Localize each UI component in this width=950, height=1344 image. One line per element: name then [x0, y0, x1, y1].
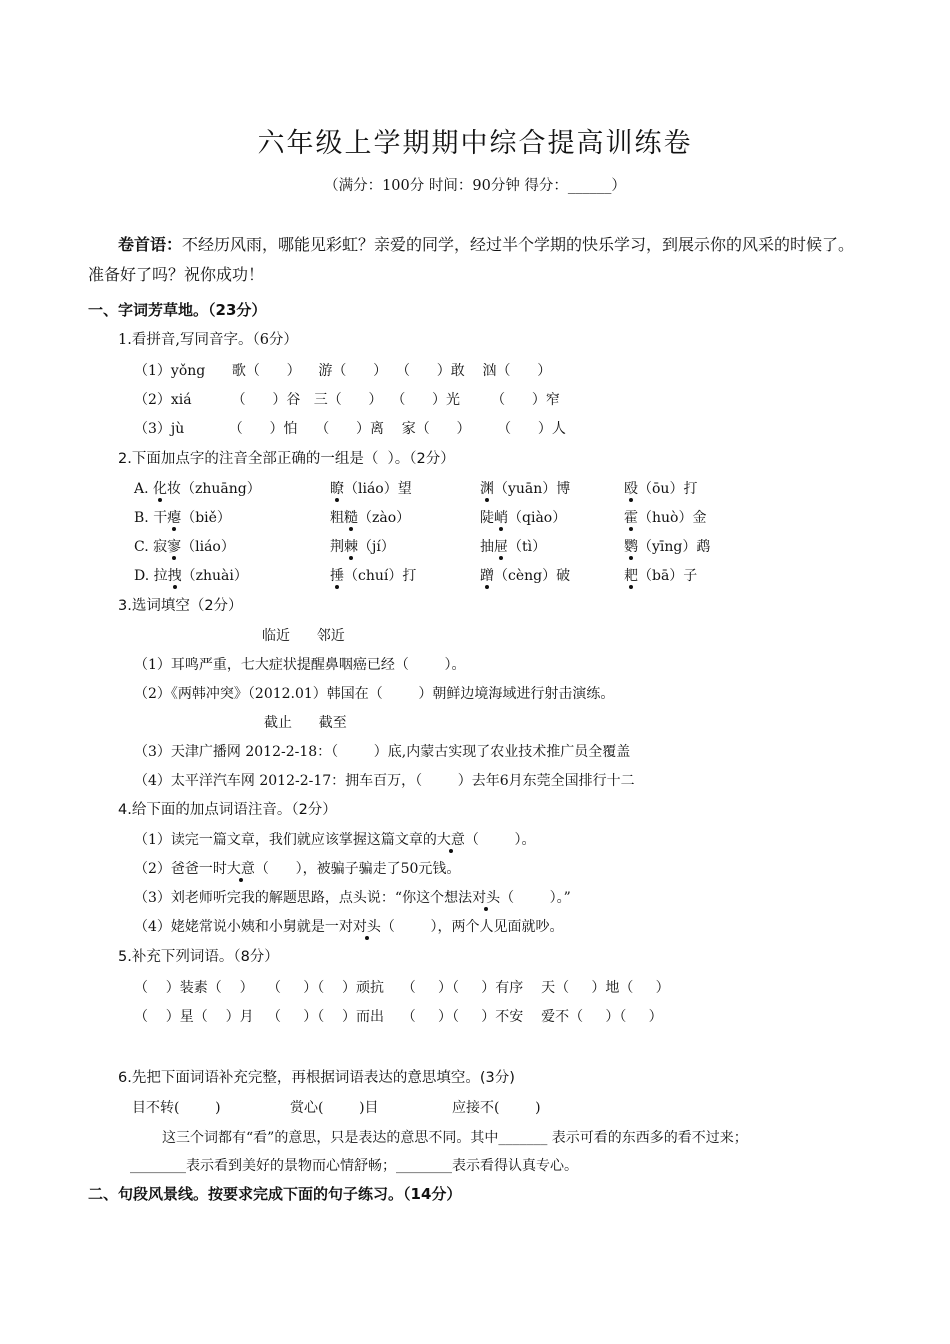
preface-text: 不经历风雨，哪能见彩虹？亲爱的同学，经过半个学期的快乐学习，到展示你的风采的时候了。准备好了吗？祝你成功！	[88, 235, 855, 284]
q6-word-1: 目不转( )	[132, 1100, 221, 1116]
section-2-title: 二、句段风景线。按要求完成下面的句子练习。（14分）	[88, 1185, 462, 1203]
dotted-char: 糙	[344, 510, 358, 526]
q2-option-item: 粗糙（zào）	[330, 510, 411, 526]
q2-option-item: 殴（ōu）打	[624, 481, 698, 497]
q4-title: 4.给下面的加点词语注音。（2分）	[118, 802, 337, 818]
q6-paragraph-2: ________表示看到美好的景物而心情舒畅；________表示看得认真专心。	[130, 1158, 578, 1174]
q3-word-pair-2: 截止 截至	[264, 715, 347, 731]
q4-line-4: （4）姥姥常说小姨和小舅就是一对对头（ ），两个人见面就吵。	[134, 919, 564, 935]
dotted-word: 对头	[472, 890, 501, 906]
dotted-char: 殴	[624, 481, 638, 497]
q2-option-item: 荆棘（jí）	[330, 539, 395, 555]
q2-option-item: 瞭（liáo）望	[330, 481, 412, 497]
q4-line-3: （3）刘老师听完我的解题思路，点头说：“你这个想法对头（ ）。”	[134, 890, 571, 906]
q2-option-item: B. 干瘪（biě）	[134, 510, 231, 526]
q3-line-2: （2）《两韩冲突》（2012.01）韩国在（ ）朝鲜边境海域进行射击演练。	[134, 686, 615, 702]
q4-line-2: （2）爸爸一时大意（ ），被骗子骗走了50元钱。	[134, 861, 461, 877]
q3-line-1: （1）耳鸣严重，七大症状提醒鼻咽癌已经（ ）。	[134, 657, 466, 673]
dotted-char: 屉	[494, 539, 508, 555]
dotted-char: 寥	[167, 539, 182, 555]
dotted-word: 大意	[436, 832, 465, 848]
q2-option-item: D. 拉拽（zhuài）	[134, 568, 248, 584]
dotted-char: 鹦	[624, 539, 638, 555]
dotted-char: 棘	[344, 539, 358, 555]
dotted-char: 峭	[494, 510, 508, 526]
q4-line-1: （1）读完一篇文章，我们就应该掌握这篇文章的大意（ ）。	[134, 832, 536, 848]
q5-line-1: （ ）装素（ ） （ ）（ ）顽抗 （ ）（ ）有序 天（ ）地（ ）	[134, 980, 670, 996]
q5-title: 5.补充下列词语。（8分）	[118, 949, 279, 965]
q6-word-2: 赏心( )目	[290, 1100, 379, 1116]
q6-word-3: 应接不( )	[452, 1100, 541, 1116]
dotted-char: 渊	[480, 481, 494, 497]
dotted-char: 霍	[624, 510, 638, 526]
q3-title: 3.选词填空（2分）	[118, 598, 243, 614]
q3-line-4: （4）太平洋汽车网 2012-2-17：拥车百万，（ ）去年6月东莞全国排行十二	[134, 773, 635, 789]
q2-option-item: 捶（chuí）打	[330, 568, 417, 584]
dotted-char: 耙	[624, 568, 638, 584]
preface	[88, 230, 868, 290]
dotted-char: 瘪	[167, 510, 182, 526]
dotted-char: 捶	[330, 568, 344, 584]
q2-option-item: 耙（bā）子	[624, 568, 698, 584]
section-1-title: 一、字词芳草地。（23分）	[88, 301, 267, 319]
q2-option-item: A. 化妆（zhuāng）	[134, 481, 261, 497]
exam-info: （满分：100分 时间：90分钟 得分：______）	[324, 178, 626, 194]
q2-option-item: 鹦（yīng）鹉	[624, 539, 711, 555]
q1-title: 1.看拼音,写同音字。（6分）	[118, 332, 298, 348]
dotted-word: 大意	[226, 861, 255, 877]
q1-line-2: （2）xiá （ ）谷 三（ ） （ ）光 （ ）窄	[134, 392, 560, 408]
q2-title: 2.下面加点字的注音全部正确的一组是（ ）。（2分）	[118, 451, 455, 467]
dotted-char: 瞭	[330, 481, 344, 497]
q2-option-item: 霍（huò）金	[624, 510, 707, 526]
q6-paragraph-1: 这三个词都有“看”的意思，只是表达的意思不同。其中_______ 表示可看的东西多的看不过来；	[162, 1130, 748, 1146]
q1-line-3: （3）jù （ ）怕 （ ）离 家（ ） （ ）人	[134, 421, 566, 437]
page-title: 六年级上学期期中综合提高训练卷	[257, 128, 693, 159]
q2-option-item: 渊（yuān）博	[480, 481, 571, 497]
q2-option-item: 抽屉（tì）	[480, 539, 547, 555]
q2-option-item: C. 寂寥（liáo）	[134, 539, 235, 555]
dotted-char: 蹭	[480, 568, 494, 584]
q3-word-pair-1: 临近 邻近	[262, 628, 345, 644]
q5-line-2: （ ）星（ ）月 （ ）（ ）而出 （ ）（ ）不安 爱不（ ）（ ）	[134, 1009, 663, 1025]
dotted-char: 拽	[167, 568, 182, 584]
dotted-word: 对头	[352, 919, 381, 935]
q2-option-item: 陡峭（qiào）	[480, 510, 567, 526]
q6-title: 6.先把下面词语补充完整，再根据词语表达的意思填空。(3分)	[118, 1070, 515, 1086]
dotted-char: 化	[153, 481, 168, 497]
q1-line-1: （1）yǒng 歌（ ） 游（ ） （ ）敢 汹（ ）	[134, 363, 552, 379]
q3-line-3: （3）天津广播网 2012-2-18：（ ）底,内蒙古实现了农业技术推广员全覆盖	[134, 744, 631, 760]
q2-option-item: 蹭（cèng）破	[480, 568, 571, 584]
preface-label: 卷首语：	[118, 235, 183, 254]
